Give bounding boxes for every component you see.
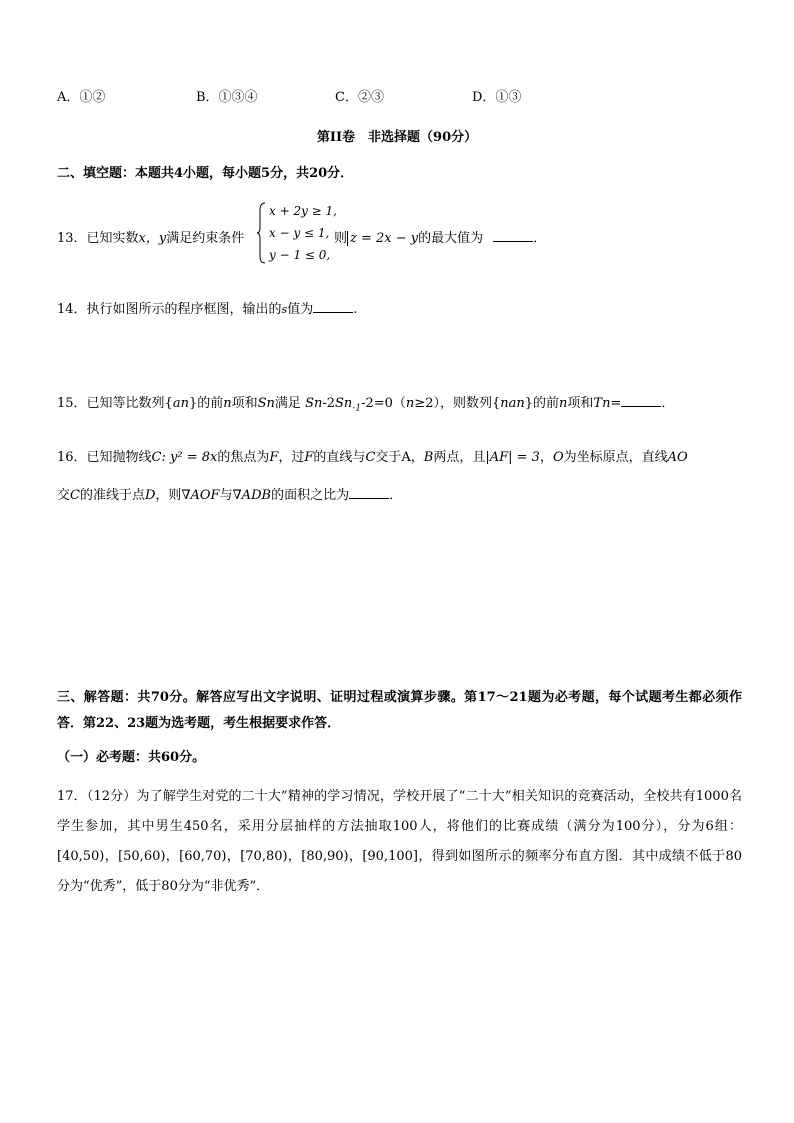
q14-tail: 值为 xyxy=(287,302,314,317)
q15-nan: nan xyxy=(500,396,525,411)
q15-end: ． xyxy=(661,396,675,411)
q16-text: 为坐标原点，直线 xyxy=(563,450,668,465)
q15-sn: Sn xyxy=(305,396,323,411)
answer-blank xyxy=(313,311,353,313)
q16-c: C xyxy=(365,450,376,465)
q15-sn: Sn xyxy=(257,396,275,411)
option-b: B．①③④ xyxy=(196,90,258,105)
q16-text: 与 xyxy=(219,488,233,503)
q13-end: ． xyxy=(533,231,547,246)
q15-n: n xyxy=(223,396,232,411)
q16-text: ，过 xyxy=(278,450,305,465)
q15-text: ≥2），则数列{ xyxy=(414,396,501,411)
q16-end: ． xyxy=(389,488,403,503)
q16-b: B xyxy=(423,450,434,465)
q15-text: 15．已知等比数列{ xyxy=(57,396,173,411)
q16-d: D xyxy=(144,488,156,503)
q15-text: 项和 xyxy=(231,396,258,411)
q14-var: s xyxy=(281,303,288,316)
q16-text: 的焦点为 xyxy=(217,450,270,465)
q13-lead: 13．已知实数 xyxy=(57,231,139,246)
q16-text: 16．已知抛物线 xyxy=(57,450,152,465)
q13-vars: x，y xyxy=(138,231,167,246)
question-14 xyxy=(57,298,357,317)
question-13 xyxy=(57,227,244,246)
q16-c: C xyxy=(70,488,80,503)
q15-tn: Tn xyxy=(593,396,611,411)
q16-ao: AO xyxy=(667,450,688,465)
q15-text: -2 xyxy=(361,396,374,411)
option-a: A．①② xyxy=(57,90,106,105)
q16-text: ， xyxy=(539,450,553,465)
q15-text: -2 xyxy=(322,396,336,411)
q16-text: 交于A， xyxy=(375,450,424,465)
required-heading: （一）必考题：共60分。 xyxy=(57,750,206,765)
option-c: C．②③ xyxy=(335,90,384,105)
question-15 xyxy=(57,392,674,414)
q16-o: O xyxy=(552,450,564,465)
constraint-3: y − 1 ≤ 0, xyxy=(269,248,331,262)
q16-text: 的面积之比为 xyxy=(271,488,350,503)
q16-curve: C: y² = 8x xyxy=(151,450,218,465)
q13-then: 则 xyxy=(334,231,348,246)
q15-text: =0（ xyxy=(373,396,406,411)
answer-blank xyxy=(621,405,661,407)
answer-blank xyxy=(493,240,533,242)
q15-subscript: -1 xyxy=(352,403,362,414)
q16-f: F xyxy=(269,450,279,465)
q14-lead: 14．执行如图所示的程序框图，输出的 xyxy=(57,302,282,317)
q16-text: 的直线与 xyxy=(313,450,366,465)
answer-section-heading: 三、解答题：共70分。解答应写出文字说明、证明过程或演算步骤。第17～21题为必考题，每个试题考生都必须作答．第22、23题为选考题，考生根据要求作答． xyxy=(57,690,742,731)
q15-text: 项和 xyxy=(567,396,594,411)
q16-text: 两点，且 xyxy=(433,450,486,465)
q15-text: }的前 xyxy=(524,396,560,411)
question-16-line-2 xyxy=(57,484,402,503)
constraint-1: x + 2y ≥ 1, xyxy=(269,204,337,218)
section-title: 第II卷 非选择题（90分） xyxy=(316,130,478,145)
fill-in-heading: 二、填空题：本题共4小题，每小题5分，共20分． xyxy=(57,166,354,181)
q15-sn: Sn xyxy=(335,396,353,411)
q13-objective: z = 2x − y xyxy=(347,231,418,246)
q15-text: = xyxy=(610,396,622,411)
q14-end: . xyxy=(353,302,358,317)
constraint-2: x − y ≤ 1, xyxy=(269,226,330,240)
q16-text: ，则 xyxy=(155,488,182,503)
q16-af: |AF| = 3 xyxy=(485,450,540,465)
q16-f: F xyxy=(304,450,314,465)
question-16-line-1 xyxy=(57,446,688,465)
q15-n: n xyxy=(405,396,415,411)
left-brace-icon xyxy=(257,202,267,264)
q16-text: 的准线于点 xyxy=(79,488,145,503)
answer-blank xyxy=(349,497,389,499)
option-d: D．①③ xyxy=(472,90,522,105)
question-17: 17．（12分）为了解学生对党的二十大”精神的学习情况，学校开展了“二十大”相关知识的竞赛活动，全校共有1000名学生参加，其中男生450名，采用分层抽样的方法抽取100人，将他们的比赛成绩（满分为100分），分为6组：[40,50)，[50,60)，[60,70)，[70,80)，[80,90)，[90,100]，得到如图所示的频率分布直方图．其中成绩不低于80分为“优秀”，低于80分为“非优秀”． xyxy=(57,789,742,894)
q16-triangle-adb: ∇ADB xyxy=(232,488,272,503)
q15-text: 满足 xyxy=(274,396,301,411)
q16-triangle-aof: ∇AOF xyxy=(181,488,220,503)
q13-tail-text: 的最大值为 xyxy=(418,231,484,246)
q15-an: an xyxy=(172,396,189,411)
q16-text: 交 xyxy=(57,488,71,503)
q15-n: n xyxy=(559,396,568,411)
question-13-tail xyxy=(334,227,546,246)
q13-mid: 满足约束条件 xyxy=(166,231,245,246)
q15-text: }的前 xyxy=(188,396,224,411)
